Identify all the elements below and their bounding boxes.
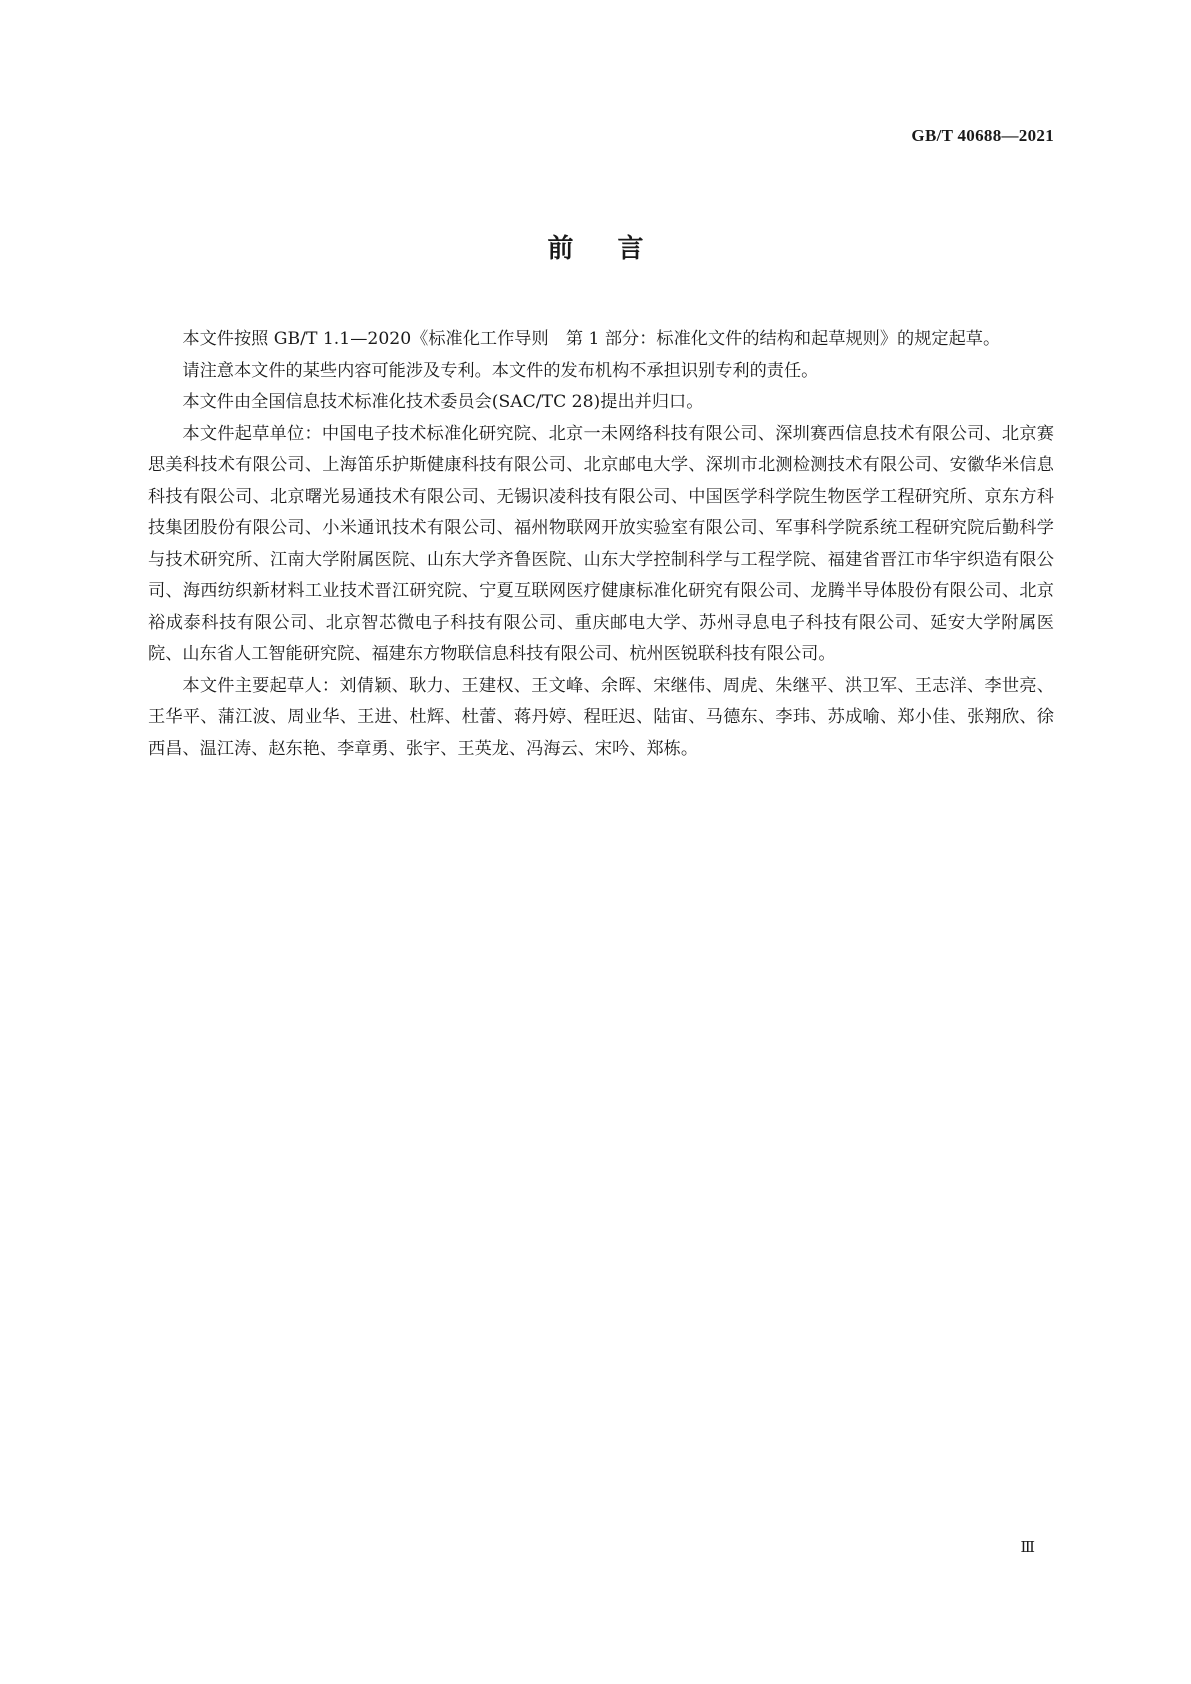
paragraph-proposer: 本文件由全国信息技术标准化技术委员会(SAC/TC 28)提出并归口。 <box>182 392 704 412</box>
paragraph-drafters: 本文件主要起草人：刘倩颖、耿力、王建权、王文峰、余晖、宋继伟、周虎、朱继平、洪卫军、王志洋、李世亮、王华平、蒲江波、周业华、王进、杜辉、杜蕾、蒋丹婷、程旺迟、陆宙、马德东、李玮、苏成喻、郑小佳、张翔欣、徐西昌、温江涛、赵东艳、李章勇、张宇、王英龙、冯海云、宋吟、郑栋。 <box>148 675 1054 759</box>
paragraph-drafting-units: 本文件起草单位：中国电子技术标准化研究院、北京一未网络科技有限公司、深圳赛西信息技术有限公司、北京赛思美科技术有限公司、上海笛乐护斯健康科技有限公司、北京邮电大学、深圳市北测检测技术有限公司、安徽华米信息科技有限公司、北京曙光易通技术有限公司、无锡识凌科技有限公司、中国医学科学院生物医学工程研究所、京东方科技集团股份有限公司、小米通讯技术有限公司、福州物联网开放实验室有限公司、军事科学院系统工程研究院后勤科学与技术研究所、江南大学附属医院、山东大学齐鲁医院、山东大学控制科学与工程学院、福建省晋江市华宇织造有限公司、海西纺织新材料工业技术晋江研究院、宁夏互联网医疗健康标准化研究有限公司、龙腾半导体股份有限公司、北京裕成泰科技有限公司、北京智芯微电子科技有限公司、重庆邮电大学、苏州寻息电子科技有限公司、延安大学附属医院、山东省人工智能研究院、福建东方物联信息科技有限公司、杭州医锐联科技有限公司。 <box>148 423 1054 664</box>
page-number: Ⅲ <box>1020 1540 1035 1556</box>
standard-number: GB/T 40688—2021 <box>911 126 1054 145</box>
paragraph-patent-notice: 请注意本文件的某些内容可能涉及专利。本文件的发布机构不承担识别专利的责任。 <box>182 360 819 381</box>
document-body <box>148 324 1054 765</box>
page-title: 前言 <box>547 234 688 264</box>
paragraph-drafting-rules: 本文件按照 GB/T 1.1—2020《标准化工作导则 第 1 部分：标准化文件的结构和起草规则》的规定起草。 <box>182 329 1001 349</box>
